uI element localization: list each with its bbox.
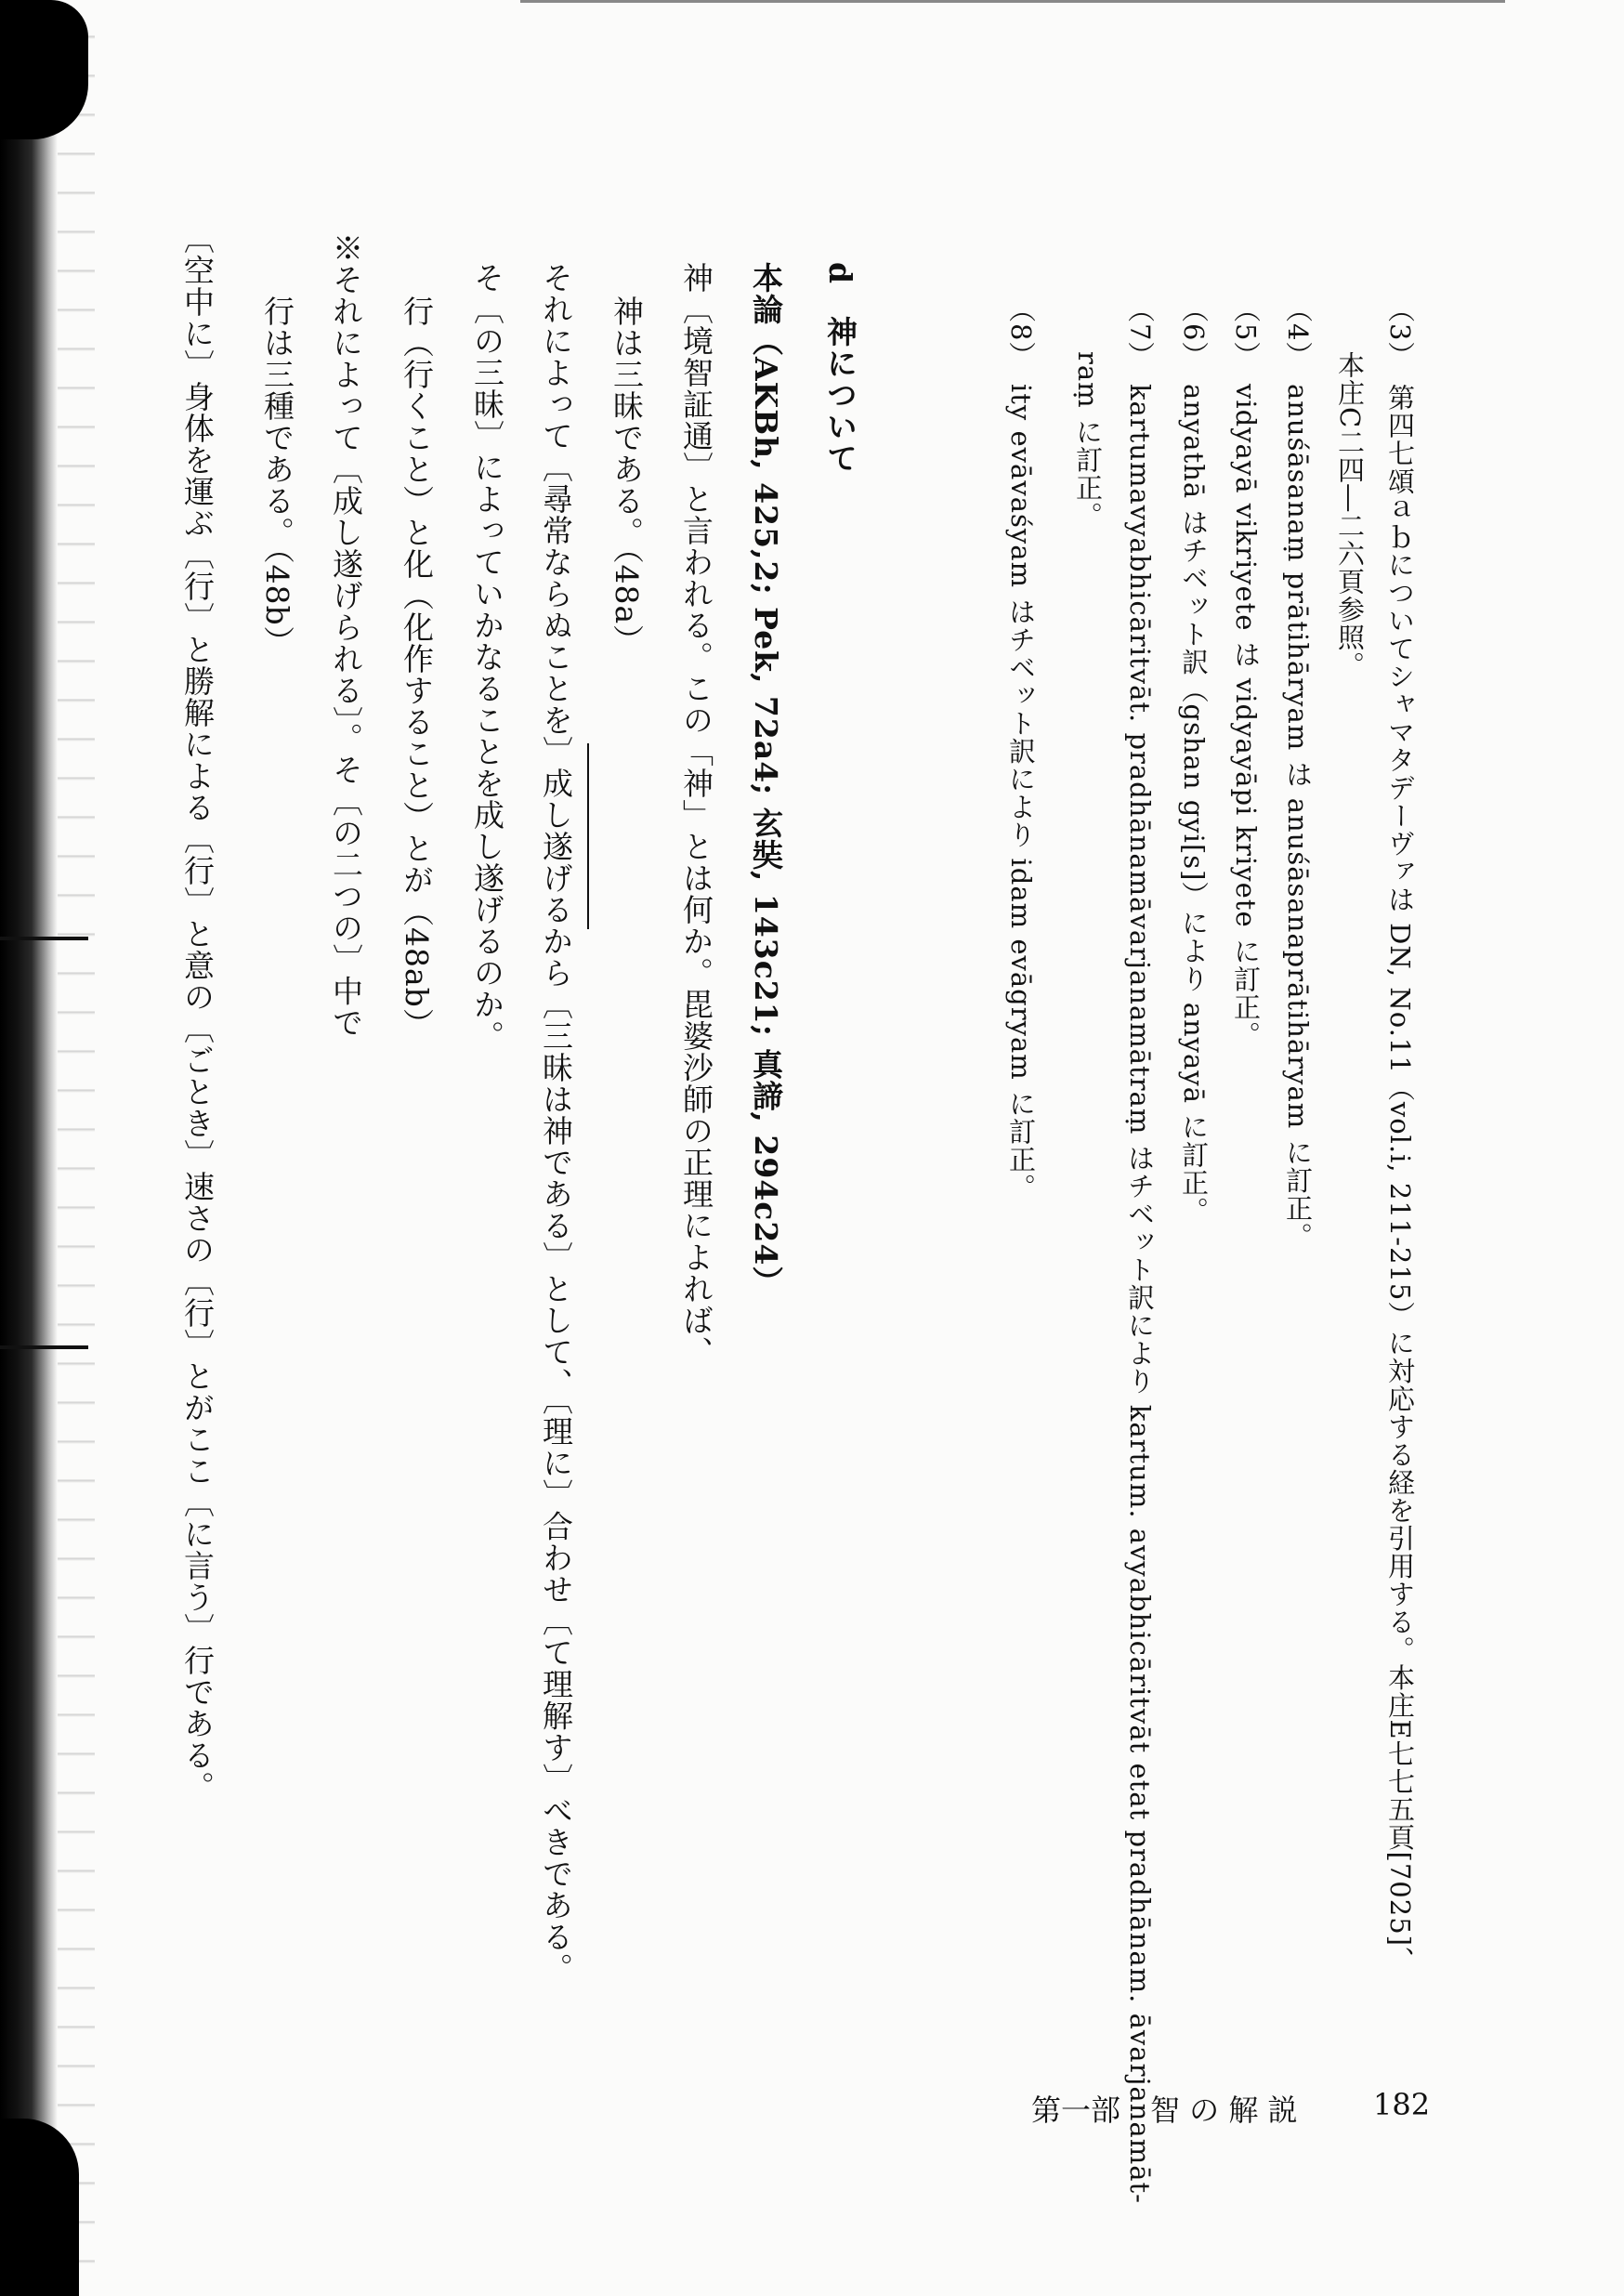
- side-rule: [587, 743, 589, 929]
- scan-artifact: [0, 0, 88, 139]
- binding-shadow: [0, 0, 58, 2296]
- body-line: ※それによって〔成し遂げられる〕。そ〔の二つの〕中で: [328, 232, 364, 1039]
- page-top-edge: [520, 0, 1505, 3]
- section-heading: d 神について: [822, 262, 858, 475]
- note-4: （4） anuśāsanaṃ prātihāryam は anuśāsanaprātihāryam に訂正。: [1282, 295, 1314, 1251]
- note-7-cont: raṃ に訂正。: [1072, 351, 1104, 530]
- source-line: [748, 262, 784, 1298]
- note-3: （3） 第四七頌ａｂについてシャマタデーヴァは DN, No.11（vol.i, 211-215）に対応する経を引用する。本庄E七七五頁[7025]、: [1384, 295, 1416, 1975]
- body-line: そ〔の三昧〕によっていかなることを成し遂げるのか。: [469, 262, 505, 1052]
- body-line: 行（行くこと）と化（化作すること）とが（48ab）: [399, 295, 435, 1040]
- body-line: 神は三昧である。（48a）: [609, 295, 645, 657]
- note-5: （5） vidyayā vikriyete は vidyayāpi kriyete に訂正。: [1230, 295, 1262, 1049]
- page-number: 182: [1373, 2087, 1431, 2122]
- note-6: （6） anyathā はチベット訳（gshan gyi[s]）により anyayā に訂正。: [1178, 295, 1210, 1226]
- note-7: （7） kartumavyabhicāritvāt. pradhānamāvarjanamātraṃ はチベット訳により kartum. avyabhicāritvāt etat pradhānam. āvarjanamāt-: [1124, 295, 1156, 2204]
- scan-artifact: [0, 937, 88, 940]
- source-label: 本論: [748, 262, 784, 325]
- body-line: それによって〔尋常ならぬことを〕成し遂げるから〔三昧は神である〕として、〔理に〕合わせ〔て理解す〕べきである。: [538, 262, 574, 1985]
- note-3-cont: 本庄C二四―二六頁参照。: [1334, 351, 1366, 680]
- scan-artifact: [0, 1345, 88, 1349]
- scan-artifact: [0, 2119, 79, 2296]
- binding-noise: [58, 0, 95, 2296]
- body-line: 神〔境智証通〕と言われる。この「神」とは何か。毘婆沙師の正理によれば、: [678, 262, 714, 1368]
- body-line: 〔空中に〕身体を運ぶ〔行〕と勝解による〔行〕と意の〔ごとき〕速さの〔行〕とがここ〔に言う〕行である。: [179, 223, 216, 1803]
- source-reference: （AKBh, 425,2; Pek, 72a4; 玄奘, 143c21; 真諦, 294c24）: [748, 325, 784, 1298]
- body-line: 行は三種である。（48b）: [259, 295, 295, 658]
- note-8: （8） ity evāvaśyam はチベット訳により idam evāgryam に訂正。: [1005, 295, 1037, 1201]
- running-header: 第一部 智 の 解 説: [1031, 2093, 1298, 2128]
